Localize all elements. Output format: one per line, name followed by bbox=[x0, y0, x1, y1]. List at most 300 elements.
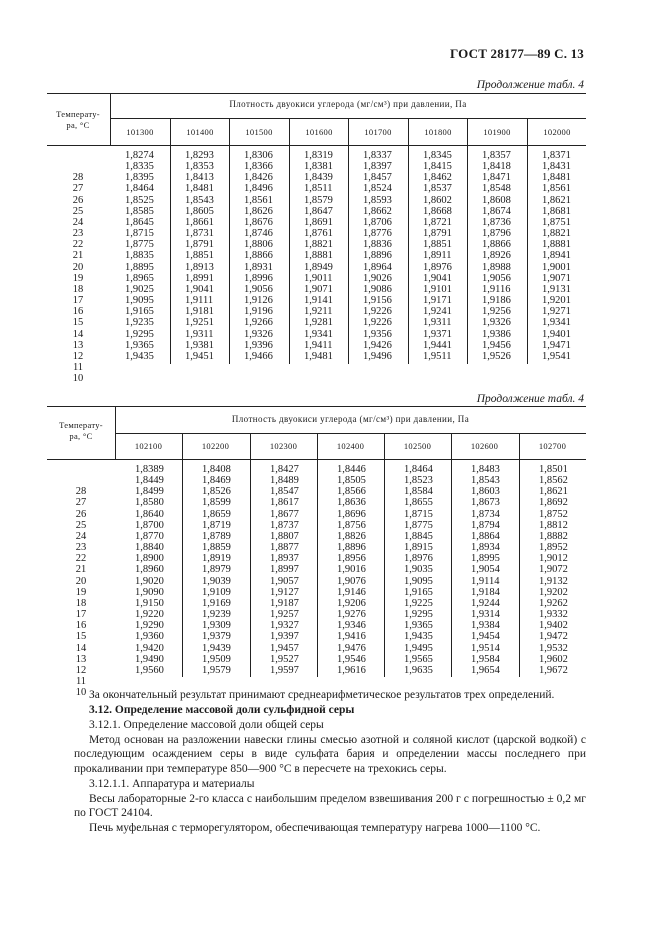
value-cell: 1,9326 bbox=[482, 317, 511, 329]
value-cell: 1,8882 bbox=[539, 530, 568, 542]
value-cell: 1,9206 bbox=[337, 597, 366, 609]
value-column-101400 bbox=[185, 150, 214, 362]
value-cell: 1,9509 bbox=[202, 653, 231, 665]
table2-temp-column bbox=[48, 464, 114, 721]
value-cell: 1,9541 bbox=[542, 350, 571, 362]
value-cell: 1,8877 bbox=[270, 542, 299, 554]
value-cell: 1,8525 bbox=[125, 194, 154, 206]
temp-cell: 27 bbox=[75, 497, 87, 509]
value-cell: 1,9225 bbox=[404, 597, 433, 609]
value-cell: 1,9086 bbox=[363, 283, 392, 295]
temp-cell: 15 bbox=[72, 317, 84, 329]
value-cell: 1,8995 bbox=[471, 553, 500, 565]
value-cell: 1,9076 bbox=[337, 575, 366, 587]
value-cell: 1,8655 bbox=[404, 497, 433, 509]
column-header-101700: 101700 bbox=[364, 127, 392, 137]
table2-top-rule bbox=[47, 406, 586, 407]
section-heading-3-12: 3.12. Определение массовой доли сульфидной серы bbox=[89, 704, 355, 716]
value-column-102100 bbox=[135, 464, 164, 676]
value-cell: 1,9016 bbox=[337, 564, 366, 576]
value-cell: 1,9511 bbox=[423, 350, 452, 362]
value-cell: 1,8997 bbox=[270, 564, 299, 576]
value-cell: 1,9109 bbox=[202, 586, 231, 598]
temp-cell: 21 bbox=[75, 564, 87, 576]
value-cell: 1,8335 bbox=[125, 161, 154, 173]
value-cell: 1,8668 bbox=[423, 205, 452, 217]
value-cell: 1,9025 bbox=[125, 283, 154, 295]
value-cell: 1,9150 bbox=[135, 597, 164, 609]
value-cell: 1,9565 bbox=[404, 653, 433, 665]
value-cell: 1,8426 bbox=[244, 172, 273, 184]
paragraph-furnace: Печь муфельная с терморегулятором, обеспечивающая температуру нагрева 1000—1100 °С. bbox=[89, 822, 541, 834]
value-cell: 1,9435 bbox=[125, 350, 154, 362]
value-cell: 1,9327 bbox=[270, 620, 299, 632]
column-header-102000: 102000 bbox=[543, 127, 571, 137]
value-column-101900 bbox=[482, 150, 511, 362]
value-cell: 1,9527 bbox=[270, 653, 299, 665]
value-cell: 1,8736 bbox=[482, 216, 511, 228]
value-cell: 1,8674 bbox=[482, 205, 511, 217]
value-column-101300 bbox=[125, 150, 154, 362]
value-cell: 1,9454 bbox=[471, 631, 500, 643]
value-cell: 1,8645 bbox=[125, 216, 154, 228]
value-cell: 1,8524 bbox=[363, 183, 392, 195]
value-cell: 1,9256 bbox=[482, 306, 511, 318]
value-cell: 1,9131 bbox=[542, 283, 571, 295]
value-cell: 1,9314 bbox=[471, 609, 500, 621]
temp-cell: 28 bbox=[75, 486, 87, 498]
value-column-102600 bbox=[471, 464, 500, 676]
value-cell: 1,8864 bbox=[471, 530, 500, 542]
value-cell: 1,9262 bbox=[539, 597, 568, 609]
value-cell: 1,8306 bbox=[244, 150, 273, 161]
value-cell: 1,8737 bbox=[270, 519, 299, 531]
value-cell: 1,8731 bbox=[185, 228, 214, 240]
value-cell: 1,8756 bbox=[337, 519, 366, 531]
value-cell: 1,8395 bbox=[125, 172, 154, 184]
value-cell: 1,9341 bbox=[304, 328, 333, 340]
value-cell: 1,9371 bbox=[423, 328, 452, 340]
value-cell: 1,9490 bbox=[135, 653, 164, 665]
column-header-101300: 101300 bbox=[126, 127, 154, 137]
column-divider bbox=[519, 433, 520, 677]
value-cell: 1,8621 bbox=[542, 194, 571, 206]
value-cell: 1,9457 bbox=[270, 642, 299, 654]
temp-cell: 13 bbox=[75, 653, 87, 665]
column-divider bbox=[250, 433, 251, 677]
column-divider bbox=[451, 433, 452, 677]
value-cell: 1,8496 bbox=[244, 183, 273, 195]
value-cell: 1,8965 bbox=[125, 272, 154, 284]
column-header-101400: 101400 bbox=[186, 127, 214, 137]
value-cell: 1,9402 bbox=[539, 620, 568, 632]
temp-cell: 20 bbox=[72, 261, 84, 273]
value-cell: 1,8464 bbox=[125, 183, 154, 195]
value-cell: 1,8415 bbox=[423, 161, 452, 173]
column-divider bbox=[467, 118, 468, 364]
value-cell: 1,8537 bbox=[423, 183, 452, 195]
value-cell: 1,9379 bbox=[202, 631, 231, 643]
column-header-101600: 101600 bbox=[305, 127, 333, 137]
value-cell: 1,9411 bbox=[304, 339, 333, 351]
value-column-102200 bbox=[202, 464, 231, 676]
temp-cell: 11 bbox=[72, 361, 84, 373]
value-cell: 1,8915 bbox=[404, 542, 433, 554]
value-column-102300 bbox=[270, 464, 299, 676]
value-cell: 1,8439 bbox=[304, 172, 333, 184]
value-cell: 1,8964 bbox=[363, 261, 392, 273]
value-cell: 1,9281 bbox=[304, 317, 333, 329]
value-cell: 1,8647 bbox=[304, 205, 333, 217]
value-cell: 1,8807 bbox=[270, 530, 299, 542]
value-cell: 1,8471 bbox=[482, 172, 511, 184]
value-cell: 1,8580 bbox=[135, 497, 164, 509]
value-cell: 1,8677 bbox=[270, 508, 299, 520]
value-cell: 1,8319 bbox=[304, 150, 333, 161]
value-cell: 1,9295 bbox=[125, 328, 154, 340]
temp-cell: 25 bbox=[75, 519, 87, 531]
value-cell: 1,9672 bbox=[539, 664, 568, 676]
value-cell: 1,8919 bbox=[202, 553, 231, 565]
value-cell: 1,8752 bbox=[539, 508, 568, 520]
value-cell: 1,9211 bbox=[304, 306, 333, 318]
value-cell: 1,9156 bbox=[363, 295, 392, 307]
temp-cell: 27 bbox=[72, 183, 84, 195]
table1-header-bottom-rule bbox=[47, 145, 586, 146]
value-cell: 1,8835 bbox=[125, 250, 154, 262]
column-divider bbox=[170, 118, 171, 364]
temp-cell: 26 bbox=[75, 508, 87, 520]
value-cell: 1,9295 bbox=[404, 609, 433, 621]
value-cell: 1,9271 bbox=[542, 306, 571, 318]
column-divider bbox=[182, 433, 183, 677]
value-cell: 1,8866 bbox=[244, 250, 273, 262]
table2-caption-rule bbox=[115, 433, 586, 434]
table2-temp-header: Температу- ра, °С bbox=[59, 420, 103, 441]
value-cell: 1,9041 bbox=[423, 272, 452, 284]
value-cell: 1,9311 bbox=[423, 317, 452, 329]
value-cell: 1,9101 bbox=[423, 283, 452, 295]
column-divider bbox=[289, 118, 290, 364]
value-cell: 1,8789 bbox=[202, 530, 231, 542]
value-cell: 1,9186 bbox=[482, 295, 511, 307]
temp-cell: 14 bbox=[75, 642, 87, 654]
value-cell: 1,8561 bbox=[542, 183, 571, 195]
value-cell: 1,8562 bbox=[539, 475, 568, 487]
temp-cell: 23 bbox=[75, 542, 87, 554]
value-cell: 1,8676 bbox=[244, 216, 273, 228]
table1-temp-header: Температу- ра, °С bbox=[56, 109, 100, 130]
value-cell: 1,8851 bbox=[185, 250, 214, 262]
column-divider bbox=[229, 118, 230, 364]
value-cell: 1,8457 bbox=[363, 172, 392, 184]
temp-cell: 13 bbox=[72, 339, 84, 351]
value-cell: 1,8626 bbox=[244, 205, 273, 217]
value-cell: 1,9056 bbox=[244, 283, 273, 295]
value-cell: 1,8845 bbox=[404, 530, 433, 542]
value-cell: 1,8692 bbox=[539, 497, 568, 509]
value-cell: 1,9141 bbox=[304, 295, 333, 307]
value-cell: 1,8979 bbox=[202, 564, 231, 576]
column-header-101800: 101800 bbox=[424, 127, 452, 137]
temp-cell: 18 bbox=[75, 597, 87, 609]
value-cell: 1,9451 bbox=[185, 350, 214, 362]
value-cell: 1,8896 bbox=[363, 250, 392, 262]
value-cell: 1,8274 bbox=[125, 150, 154, 161]
value-column-102400 bbox=[337, 464, 366, 676]
value-cell: 1,8826 bbox=[337, 530, 366, 542]
value-cell: 1,8700 bbox=[135, 519, 164, 531]
value-cell: 1,8840 bbox=[135, 542, 164, 554]
value-column-101500 bbox=[244, 150, 273, 362]
value-cell: 1,8389 bbox=[135, 464, 164, 475]
value-cell: 1,8775 bbox=[404, 519, 433, 531]
value-cell: 1,8913 bbox=[185, 261, 214, 273]
value-cell: 1,8501 bbox=[539, 464, 568, 475]
value-cell: 1,8776 bbox=[363, 228, 392, 240]
value-cell: 1,8659 bbox=[202, 508, 231, 520]
value-column-101600 bbox=[304, 150, 333, 362]
value-cell: 1,9184 bbox=[471, 586, 500, 598]
value-cell: 1,9602 bbox=[539, 653, 568, 665]
value-cell: 1,9466 bbox=[244, 350, 273, 362]
value-cell: 1,9526 bbox=[482, 350, 511, 362]
value-column-102000 bbox=[542, 150, 571, 362]
column-header-101900: 101900 bbox=[483, 127, 511, 137]
value-cell: 1,8353 bbox=[185, 161, 214, 173]
value-cell: 1,8881 bbox=[542, 239, 571, 251]
value-cell: 1,9495 bbox=[404, 642, 433, 654]
value-cell: 1,9266 bbox=[244, 317, 273, 329]
value-cell: 1,8523 bbox=[404, 475, 433, 487]
value-cell: 1,8791 bbox=[185, 239, 214, 251]
value-cell: 1,8640 bbox=[135, 508, 164, 520]
value-cell: 1,9532 bbox=[539, 642, 568, 654]
paragraph-final-result: За окончательный результат принимают среднеарифметическое результатов трех определений. bbox=[89, 689, 555, 701]
value-cell: 1,9169 bbox=[202, 597, 231, 609]
column-divider bbox=[527, 118, 528, 364]
value-cell: 1,9235 bbox=[125, 317, 154, 329]
value-cell: 1,9187 bbox=[270, 597, 299, 609]
value-cell: 1,8366 bbox=[244, 161, 273, 173]
value-cell: 1,9426 bbox=[363, 339, 392, 351]
value-cell: 1,8603 bbox=[471, 486, 500, 498]
value-cell: 1,9251 bbox=[185, 317, 214, 329]
column-header-102300: 102300 bbox=[269, 441, 298, 451]
value-cell: 1,8911 bbox=[423, 250, 452, 262]
value-cell: 1,9386 bbox=[482, 328, 511, 340]
value-cell: 1,8543 bbox=[471, 475, 500, 487]
value-cell: 1,8446 bbox=[337, 464, 366, 475]
temp-cell: 12 bbox=[72, 350, 84, 362]
value-cell: 1,9476 bbox=[337, 642, 366, 654]
temp-cell: 24 bbox=[75, 530, 87, 542]
value-cell: 1,8794 bbox=[471, 519, 500, 531]
temp-cell: 19 bbox=[75, 586, 87, 598]
value-cell: 1,8662 bbox=[363, 205, 392, 217]
value-cell: 1,8481 bbox=[185, 183, 214, 195]
value-cell: 1,8469 bbox=[202, 475, 231, 487]
value-cell: 1,9309 bbox=[202, 620, 231, 632]
value-cell: 1,9011 bbox=[304, 272, 333, 284]
value-cell: 1,8449 bbox=[135, 475, 164, 487]
value-column-101800 bbox=[423, 150, 452, 362]
value-cell: 1,8481 bbox=[542, 172, 571, 184]
value-cell: 1,8548 bbox=[482, 183, 511, 195]
temp-cell: 10 bbox=[72, 373, 84, 385]
value-cell: 1,9072 bbox=[539, 564, 568, 576]
value-cell: 1,9365 bbox=[125, 339, 154, 351]
value-cell: 1,9095 bbox=[404, 575, 433, 587]
value-cell: 1,9456 bbox=[482, 339, 511, 351]
value-cell: 1,8715 bbox=[404, 508, 433, 520]
paragraph-scales: Весы лабораторные 2-го класса с наибольшим пределом взвешивания 200 г с погрешностью ± 0,2 мг по ГОСТ 24104. bbox=[74, 793, 586, 820]
value-cell: 1,9635 bbox=[404, 664, 433, 676]
value-cell: 1,8734 bbox=[471, 508, 500, 520]
temp-cell: 19 bbox=[72, 272, 84, 284]
temp-cell: 20 bbox=[75, 575, 87, 587]
table1-top-rule bbox=[47, 93, 586, 94]
value-cell: 1,8934 bbox=[471, 542, 500, 554]
value-cell: 1,8673 bbox=[471, 497, 500, 509]
value-cell: 1,8976 bbox=[423, 261, 452, 273]
value-cell: 1,8371 bbox=[542, 150, 571, 161]
column-header-102700: 102700 bbox=[538, 441, 567, 451]
value-cell: 1,8881 bbox=[304, 250, 333, 262]
value-cell: 1,9196 bbox=[244, 306, 273, 318]
column-divider bbox=[408, 118, 409, 364]
temp-cell: 22 bbox=[75, 553, 87, 565]
value-cell: 1,9116 bbox=[482, 283, 511, 295]
table1-temp-column bbox=[48, 150, 108, 407]
value-cell: 1,9290 bbox=[135, 620, 164, 632]
value-cell: 1,8585 bbox=[125, 205, 154, 217]
value-cell: 1,8931 bbox=[244, 261, 273, 273]
table1-caption: Плотность двуокиси углерода (мг/см³) при давлении, Па bbox=[229, 99, 467, 109]
value-cell: 1,9111 bbox=[185, 295, 214, 307]
value-cell: 1,9420 bbox=[135, 642, 164, 654]
value-cell: 1,8617 bbox=[270, 497, 299, 509]
value-cell: 1,8761 bbox=[304, 228, 333, 240]
value-cell: 1,9384 bbox=[471, 620, 500, 632]
value-cell: 1,9090 bbox=[135, 586, 164, 598]
value-cell: 1,8547 bbox=[270, 486, 299, 498]
temp-cell: 11 bbox=[75, 675, 87, 687]
value-cell: 1,9054 bbox=[471, 564, 500, 576]
value-cell: 1,9041 bbox=[185, 283, 214, 295]
value-cell: 1,8770 bbox=[135, 530, 164, 542]
value-cell: 1,9481 bbox=[304, 350, 333, 362]
value-cell: 1,9472 bbox=[539, 631, 568, 643]
value-cell: 1,9381 bbox=[185, 339, 214, 351]
value-cell: 1,9396 bbox=[244, 339, 273, 351]
temp-cell: 22 bbox=[72, 239, 84, 251]
value-cell: 1,8796 bbox=[482, 228, 511, 240]
page-header: ГОСТ 28177—89 С. 13 bbox=[450, 46, 584, 61]
value-cell: 1,9616 bbox=[337, 664, 366, 676]
value-cell: 1,9127 bbox=[270, 586, 299, 598]
temp-cell: 21 bbox=[72, 250, 84, 262]
value-cell: 1,9401 bbox=[542, 328, 571, 340]
value-cell: 1,9226 bbox=[363, 306, 392, 318]
value-cell: 1,8526 bbox=[202, 486, 231, 498]
value-cell: 1,8691 bbox=[304, 216, 333, 228]
value-cell: 1,8746 bbox=[244, 228, 273, 240]
value-cell: 1,9035 bbox=[404, 564, 433, 576]
temp-cell: 16 bbox=[75, 620, 87, 632]
value-column-102500 bbox=[404, 464, 433, 676]
value-cell: 1,8605 bbox=[185, 205, 214, 217]
value-cell: 1,9341 bbox=[542, 317, 571, 329]
temp-cell: 16 bbox=[72, 306, 84, 318]
value-cell: 1,8608 bbox=[482, 194, 511, 206]
value-cell: 1,8851 bbox=[423, 239, 452, 251]
value-cell: 1,8337 bbox=[363, 150, 392, 161]
value-cell: 1,9056 bbox=[482, 272, 511, 284]
value-cell: 1,8579 bbox=[304, 194, 333, 206]
value-cell: 1,8489 bbox=[270, 475, 299, 487]
value-cell: 1,8543 bbox=[185, 194, 214, 206]
paragraph-method: Метод основан на разложении навески глины смесью азотной и соляной кислот (царской водкой) с последующим осаждением серы в виде сульфата бария и определении массы последнего при прокаливании при температуре 850—900 °С в пересчете на трехокись серы. bbox=[74, 734, 586, 775]
value-cell: 1,8681 bbox=[542, 205, 571, 217]
column-header-102400: 102400 bbox=[336, 441, 365, 451]
value-cell: 1,9496 bbox=[363, 350, 392, 362]
column-divider bbox=[348, 118, 349, 364]
value-column-102700 bbox=[539, 464, 568, 676]
value-cell: 1,8821 bbox=[542, 228, 571, 240]
value-cell: 1,8941 bbox=[542, 250, 571, 262]
column-header-102500: 102500 bbox=[403, 441, 432, 451]
value-cell: 1,8960 bbox=[135, 564, 164, 576]
column-header-102100: 102100 bbox=[134, 441, 163, 451]
table2-continuation-note: Продолжение табл. 4 bbox=[476, 393, 584, 405]
column-divider bbox=[317, 433, 318, 677]
value-cell: 1,9057 bbox=[270, 575, 299, 587]
value-cell: 1,8397 bbox=[363, 161, 392, 173]
value-cell: 1,8464 bbox=[404, 464, 433, 475]
temp-cell: 26 bbox=[72, 194, 84, 206]
value-cell: 1,9326 bbox=[244, 328, 273, 340]
value-cell: 1,8505 bbox=[337, 475, 366, 487]
value-cell: 1,8926 bbox=[482, 250, 511, 262]
temp-cell: 14 bbox=[72, 328, 84, 340]
value-cell: 1,9416 bbox=[337, 631, 366, 643]
value-cell: 1,8775 bbox=[125, 239, 154, 251]
value-cell: 1,8821 bbox=[304, 239, 333, 251]
value-cell: 1,8719 bbox=[202, 519, 231, 531]
value-cell: 1,8293 bbox=[185, 150, 214, 161]
value-cell: 1,9126 bbox=[244, 295, 273, 307]
temp-cell: 12 bbox=[75, 664, 87, 676]
column-header-102600: 102600 bbox=[470, 441, 499, 451]
value-cell: 1,8806 bbox=[244, 239, 273, 251]
value-cell: 1,9181 bbox=[185, 306, 214, 318]
value-cell: 1,8900 bbox=[135, 553, 164, 565]
value-cell: 1,9356 bbox=[363, 328, 392, 340]
value-cell: 1,8791 bbox=[423, 228, 452, 240]
column-header-101500: 101500 bbox=[245, 127, 273, 137]
value-cell: 1,9441 bbox=[423, 339, 452, 351]
column-divider bbox=[384, 433, 385, 677]
value-cell: 1,9226 bbox=[363, 317, 392, 329]
value-cell: 1,9439 bbox=[202, 642, 231, 654]
value-cell: 1,8721 bbox=[423, 216, 452, 228]
value-cell: 1,8561 bbox=[244, 194, 273, 206]
temp-cell: 25 bbox=[72, 205, 84, 217]
value-cell: 1,9546 bbox=[337, 653, 366, 665]
value-cell: 1,8956 bbox=[337, 553, 366, 565]
temp-cell: 17 bbox=[75, 609, 87, 621]
